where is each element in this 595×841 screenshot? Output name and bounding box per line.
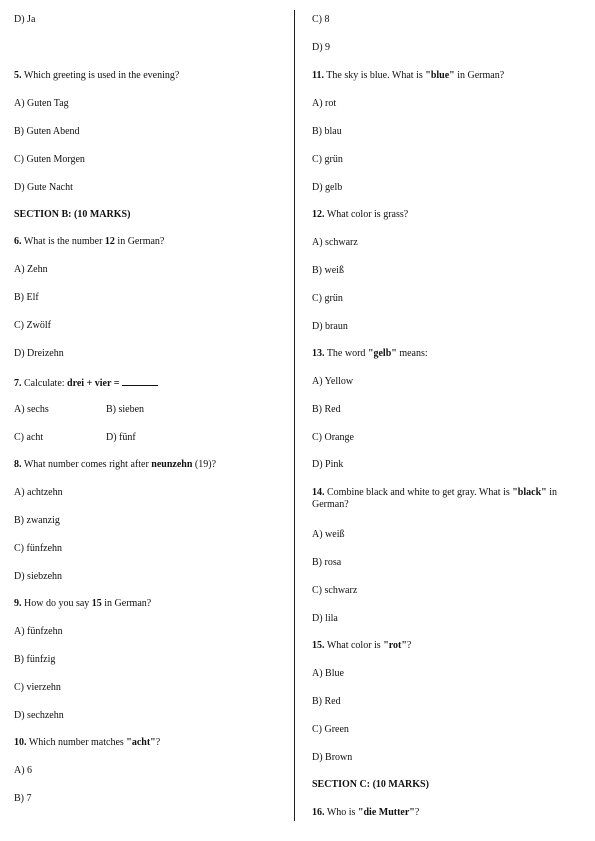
option-q12-a: A) schwarz [312,237,358,248]
question-text-end: ? [414,807,420,818]
question-number: 15. [312,640,325,651]
question-number: 7. [14,378,22,389]
option-q6-a: A) Zehn [14,264,48,275]
option-q6-c: C) Zwölf [14,320,51,331]
question-13 [312,348,428,360]
option-q12-c: C) grün [312,293,343,304]
option-q5-d: D) Gute Nacht [14,182,73,193]
question-number: 14. [312,487,325,498]
question-8 [14,459,216,471]
question-14 [312,487,562,511]
question-number: 11. [312,70,324,81]
option-q11-d: D) gelb [312,182,343,193]
question-text-end: means: [399,348,428,359]
question-keyword: "gelb" [367,348,397,359]
option-q8-b: B) zwanzig [14,515,60,526]
question-text: Which number matches [28,737,124,748]
option-q14-b: B) rosa [312,557,342,568]
answer-blank [122,376,158,386]
column-divider [294,10,295,821]
option-q12-d: D) braun [312,321,348,332]
question-text: What color is [326,640,381,651]
option-q15-c: C) Green [312,724,349,735]
question-keyword: neunzehn [151,459,193,470]
options-q7-row2 [14,432,136,444]
option-q10-a: A) 6 [14,765,33,776]
question-text: Which greeting is used in the evening? [23,70,180,81]
question-9 [14,598,151,610]
option-q11-b: B) blau [312,126,342,137]
option-q13-a: A) Yellow [312,376,354,387]
option-q10-b: B) 7 [14,793,32,804]
option-q10-c: C) 8 [312,14,330,25]
option-q15-d: D) Brown [312,752,353,763]
question-12 [312,209,408,221]
question-keyword: 12 [104,236,115,247]
question-keyword: "blue" [425,70,455,81]
option-q9-d: D) sechzehn [14,710,64,721]
question-keyword: "acht" [126,737,156,748]
question-text-end: ? [406,640,412,651]
option-q8-c: C) fünfzehn [14,543,63,554]
question-5 [14,70,179,82]
question-keyword: "die Mutter" [357,807,415,818]
option-q7-d: D) fünf [106,432,136,443]
option-q8-a: A) achtzehn [14,487,63,498]
question-text: Combine black and white to get gray. What is [327,487,510,498]
question-text: What number comes right after [23,459,149,470]
question-7 [14,376,158,390]
section-c-heading: SECTION C: (10 MARKS) [312,779,429,790]
option-q10-d: D) 9 [312,42,331,53]
question-text: What is the number [23,236,103,247]
question-text-end: in German? [117,236,165,247]
question-number: 9. [14,598,22,609]
option-q7-b: B) sieben [106,404,145,415]
option-q13-b: B) Red [312,404,341,415]
question-number: 16. [312,807,325,818]
option-q8-d: D) siebzehn [14,571,63,582]
question-number: 8. [14,459,22,470]
option-q14-c: C) schwarz [312,585,358,596]
question-text: Calculate: [24,378,65,389]
question-number: 5. [14,70,22,81]
question-10 [14,737,160,749]
options-q7-row1 [14,404,145,416]
option-q7-c: C) acht [14,432,44,443]
option-q9-a: A) fünfzehn [14,626,63,637]
question-keyword: 15 [91,598,102,609]
question-text-end: in German? [104,598,152,609]
option-q4-d: D) Ja [14,14,36,25]
option-q6-d: D) Dreizehn [14,348,64,359]
option-q5-c: C) Guten Morgen [14,154,85,165]
question-text-end: in German? [457,70,505,81]
option-q15-a: A) Blue [312,668,344,679]
question-keyword: drei + vier = [67,378,120,389]
question-number: 6. [14,236,22,247]
question-text: What color is grass? [326,209,409,220]
question-number: 10. [14,737,27,748]
option-q11-a: A) rot [312,98,337,109]
question-16 [312,807,419,819]
question-number: 12. [312,209,325,220]
question-text: The word [326,348,366,359]
option-q6-b: B) Elf [14,292,39,303]
question-6 [14,236,164,248]
question-keyword: "black" [512,487,547,498]
option-q5-a: A) Guten Tag [14,98,69,109]
question-number: 13. [312,348,325,359]
option-q9-c: C) vierzehn [14,682,61,693]
question-text: How do you say [24,598,90,609]
option-q13-c: C) Orange [312,432,354,443]
question-text-end: in German? [312,487,557,510]
question-keyword: "rot" [383,640,407,651]
question-text-end: (19)? [194,459,217,470]
option-q11-c: C) grün [312,154,343,165]
question-15 [312,640,411,652]
option-q14-a: A) weiß [312,529,345,540]
option-q15-b: B) Red [312,696,341,707]
option-q5-b: B) Guten Abend [14,126,80,137]
question-11 [312,70,504,82]
option-q12-b: B) weiß [312,265,344,276]
question-text: The sky is blue. What is [326,70,423,81]
section-b-heading: SECTION B: (10 MARKS) [14,209,131,220]
option-q9-b: B) fünfzig [14,654,56,665]
option-q14-d: D) lila [312,613,338,624]
question-text: Who is [326,807,356,818]
option-q13-d: D) Pink [312,459,344,470]
question-text-end: ? [155,737,161,748]
option-q7-a: A) sechs [14,404,49,415]
